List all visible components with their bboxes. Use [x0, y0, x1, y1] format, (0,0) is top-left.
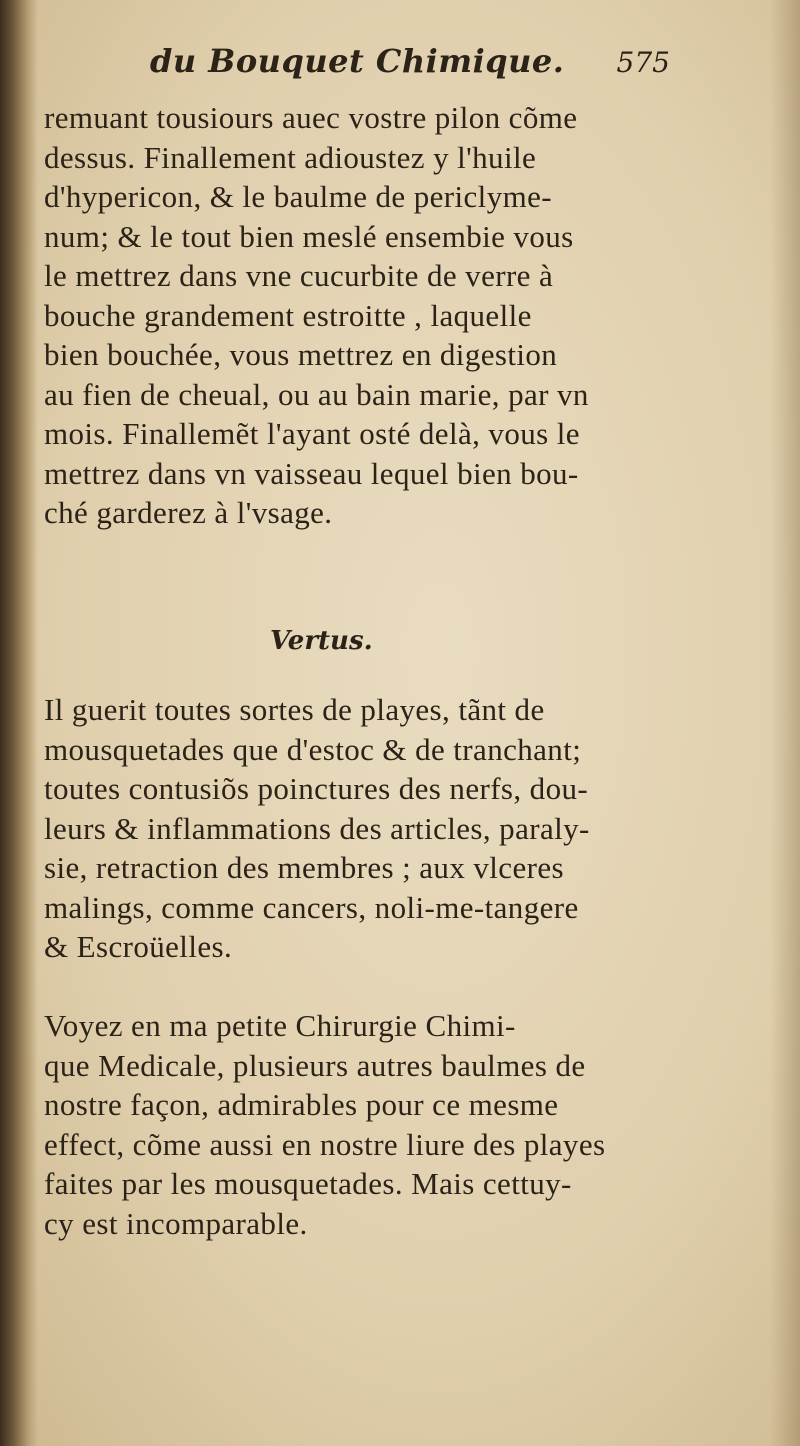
text-line: dessus. Finallement adioustez y l'huile	[44, 139, 537, 175]
recipe-paragraph	[44, 98, 684, 533]
text-line: bien bouchée, vous mettrez en digestion	[44, 337, 558, 372]
virtues-paragraph	[44, 690, 684, 967]
text-line: d'hypericon, & le baulme de periclyme-	[44, 179, 552, 214]
text-line: mousquetades que d'estoc & de tranchant;	[44, 731, 582, 767]
page-edge-shadow	[770, 0, 800, 1446]
text-line: effect, cõme aussi en nostre liure des playes	[44, 1126, 606, 1162]
text-line: Il guerit toutes sortes de playes, tãnt de	[44, 692, 545, 727]
text-line: mois. Finallemẽt l'ayant osté delà, vous le	[44, 416, 580, 451]
page-header	[150, 42, 670, 92]
text-line: toutes contusiõs poinctures des nerfs, dou-	[44, 771, 589, 806]
reference-paragraph	[44, 1006, 684, 1243]
binding-shadow	[0, 0, 38, 1446]
text-line: cy est incomparable.	[44, 1205, 308, 1241]
section-heading: Vertus.	[270, 626, 373, 656]
text-line: num; & le tout bien meslé ensembie vous	[44, 218, 574, 254]
text-line: Voyez en ma petite Chirurgie Chimi-	[44, 1008, 516, 1043]
text-line: au fien de cheual, ou au bain marie, par vn	[44, 376, 589, 412]
text-line: que Medicale, plusieurs autres baulmes de	[44, 1047, 586, 1083]
page-number: 575	[616, 46, 670, 79]
text-line: leurs & inflammations des articles, paraly-	[44, 810, 590, 846]
text-line: sie, retraction des membres ; aux vlceres	[44, 850, 564, 885]
text-line: nostre façon, admirables pour ce mesme	[44, 1087, 559, 1122]
text-line: le mettrez dans vne cucurbite de verre à	[44, 258, 554, 293]
text-line: & Escroüelles.	[44, 929, 233, 964]
running-title: du Bouquet Chimique.	[150, 42, 565, 80]
text-line: ché garderez à l'vsage.	[44, 495, 333, 530]
text-line: faites par les mousquetades. Mais cettuy-	[44, 1166, 572, 1201]
text-line: remuant tousiours auec vostre pilon cõme	[44, 100, 578, 135]
text-line: mettrez dans vn vaisseau lequel bien bou-	[44, 455, 579, 491]
text-line: bouche grandement estroitte , laquelle	[44, 297, 532, 333]
text-line: malings, comme cancers, noli-me-tangere	[44, 889, 579, 925]
